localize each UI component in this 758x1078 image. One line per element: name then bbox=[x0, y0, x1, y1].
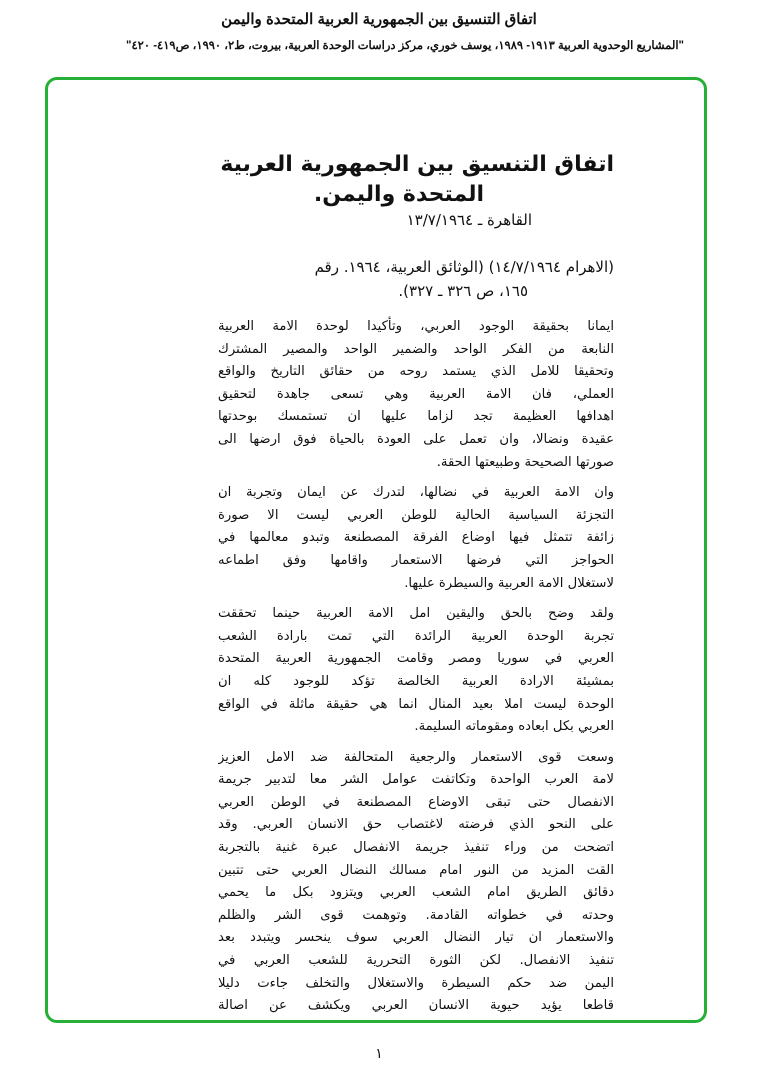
text-line: النابعة من الفكر الواحد والضمير الواحد والمصير المشترك bbox=[218, 341, 614, 357]
text-line: ايمانا بحقيقة الوجود العربي، وتأكيدا لوحدة الامة العربية bbox=[218, 319, 614, 334]
text-line: اليمن ضد حكم السيطرة والاستغلال والتخلف جاءت دليلا bbox=[218, 975, 614, 991]
place-date bbox=[218, 211, 614, 229]
text-line: وان الامة العربية في نضالها، لتدرك عن ايمان وتجربة ان bbox=[218, 485, 614, 501]
text-line: التجزئة السياسية الحالية للوطن العربي ليست الا صورة bbox=[218, 507, 614, 523]
reference-line: (الاهرام ١٤/٧/١٩٦٤) (الوثائق العربية، ١٩٦٤. رقم bbox=[314, 258, 614, 276]
text-line: القت المزيد من النور امام مسالك النضال العربي حتى تتبين bbox=[218, 862, 614, 878]
paragraph bbox=[218, 603, 614, 739]
title-line: اتفاق التنسيق بين الجمهورية العربية bbox=[220, 152, 614, 177]
source-reference bbox=[218, 255, 614, 303]
text-line: لامة العرب الواحدة وتكاتفت عوامل الشر معا لتدبير جريمة bbox=[218, 772, 614, 788]
text-line: وتحقيقا للامل الذي يستمد روحه من حقائق التاريخ والواقع bbox=[218, 364, 614, 380]
text-line: العربي في سوريا ومصر وقامت الجمهورية العربية المتحدة bbox=[218, 651, 614, 667]
text-line: على النحو الذي فرضته لاغتصاب حق الانسان العربي. وقد bbox=[218, 817, 614, 833]
place-date-text: القاهرة ـ ١٣/٧/١٩٦٤ bbox=[406, 211, 532, 229]
title-line: المتحدة واليمن. bbox=[313, 182, 484, 207]
text-line: عقيدة ونضالا، وان تعمل على العودة بالحياة فوق ارضها الى bbox=[218, 431, 614, 447]
header-citation: "المشاريع الوحدوية العربية ١٩١٣- ١٩٨٩، يوسف خوري، مركز دراسات الوحدة العربية، بيروت، ط٢، ١٩٩٠، ص٤١٩- ٤٢٠" bbox=[126, 40, 684, 52]
header-title: اتفاق التنسيق بين الجمهورية العربية المتحدة واليمن bbox=[221, 11, 537, 28]
text-line: وحدته في خطواته القادمة. وتوهمت قوى الشر والظلم bbox=[218, 907, 614, 923]
text-line: الانفصال حتى تبقى الاوضاع المصطنعة في الوطن العربي bbox=[218, 794, 614, 810]
text-line: وسعت قوى الاستعمار والرجعية المتحالفة ضد الامل العزيز bbox=[218, 749, 614, 765]
text-line: زائفة تتمثل فيها اوضاع الفرقة المصطنعة وتبدو معالمها في bbox=[218, 530, 614, 546]
text-line: بمشيئة الارادة العربية الخالصة تؤكد للوجود كله ان bbox=[218, 673, 614, 689]
text-line: الحواجز التي فرضها الاستعمار واقامها وفق اطماعه bbox=[218, 552, 614, 568]
text-line: اهدافها العظيمة تجد لزاما عليها ان تستمسك بوحدتها bbox=[218, 409, 614, 425]
text-line: اتضحت من وراء تنفيذ جريمة الانفصال عبرة غنية بالتجربة bbox=[218, 840, 614, 856]
text-line: ولقد وضح بالحق واليقين امل الامة العربية حينما تحققت bbox=[218, 606, 614, 622]
text-line: تنفيذ الانفصال. لكن الثورة التحررية للشعب العربي في bbox=[218, 953, 614, 969]
text-line: العملي، فان الامة العربية وهي تسعى جاهدة لتحقيق bbox=[218, 386, 614, 402]
paragraph bbox=[218, 747, 614, 1018]
paragraph bbox=[218, 482, 614, 595]
text-line: صورتها الصحيحة وطبيعتها الحقة. bbox=[436, 454, 614, 470]
text-line: والاستعمار ان تيار النضال العربي سوف ينحسر ويتبدد بعد bbox=[218, 930, 614, 946]
text-line: تجربة الوحدة العربية الرائدة التي تمت بارادة الشعب bbox=[218, 628, 614, 644]
text-line: العربي بكل ابعاده ومقوماته السليمة. bbox=[414, 719, 614, 735]
document-body bbox=[218, 316, 614, 1026]
text-line: دقائق الطريق امام الشعب العربي ويتزود بكل ما يحمي bbox=[218, 885, 614, 901]
text-line: قاطعا يؤيد حيوية الانسان العربي ويكشف عن اصالة bbox=[218, 998, 614, 1014]
paragraph bbox=[218, 316, 614, 474]
reference-line: ١٦٥، ص ٣٢٦ ـ ٣٢٧). bbox=[398, 282, 528, 300]
page-number: ١ bbox=[375, 1046, 383, 1062]
document-title bbox=[218, 150, 614, 210]
text-line: الوحدة ليست املا بعيد المنال انما هي حقيقة ماثلة في الواقع bbox=[218, 696, 614, 712]
text-line: لاستغلال الامة العربية والسيطرة عليها. bbox=[404, 575, 614, 591]
